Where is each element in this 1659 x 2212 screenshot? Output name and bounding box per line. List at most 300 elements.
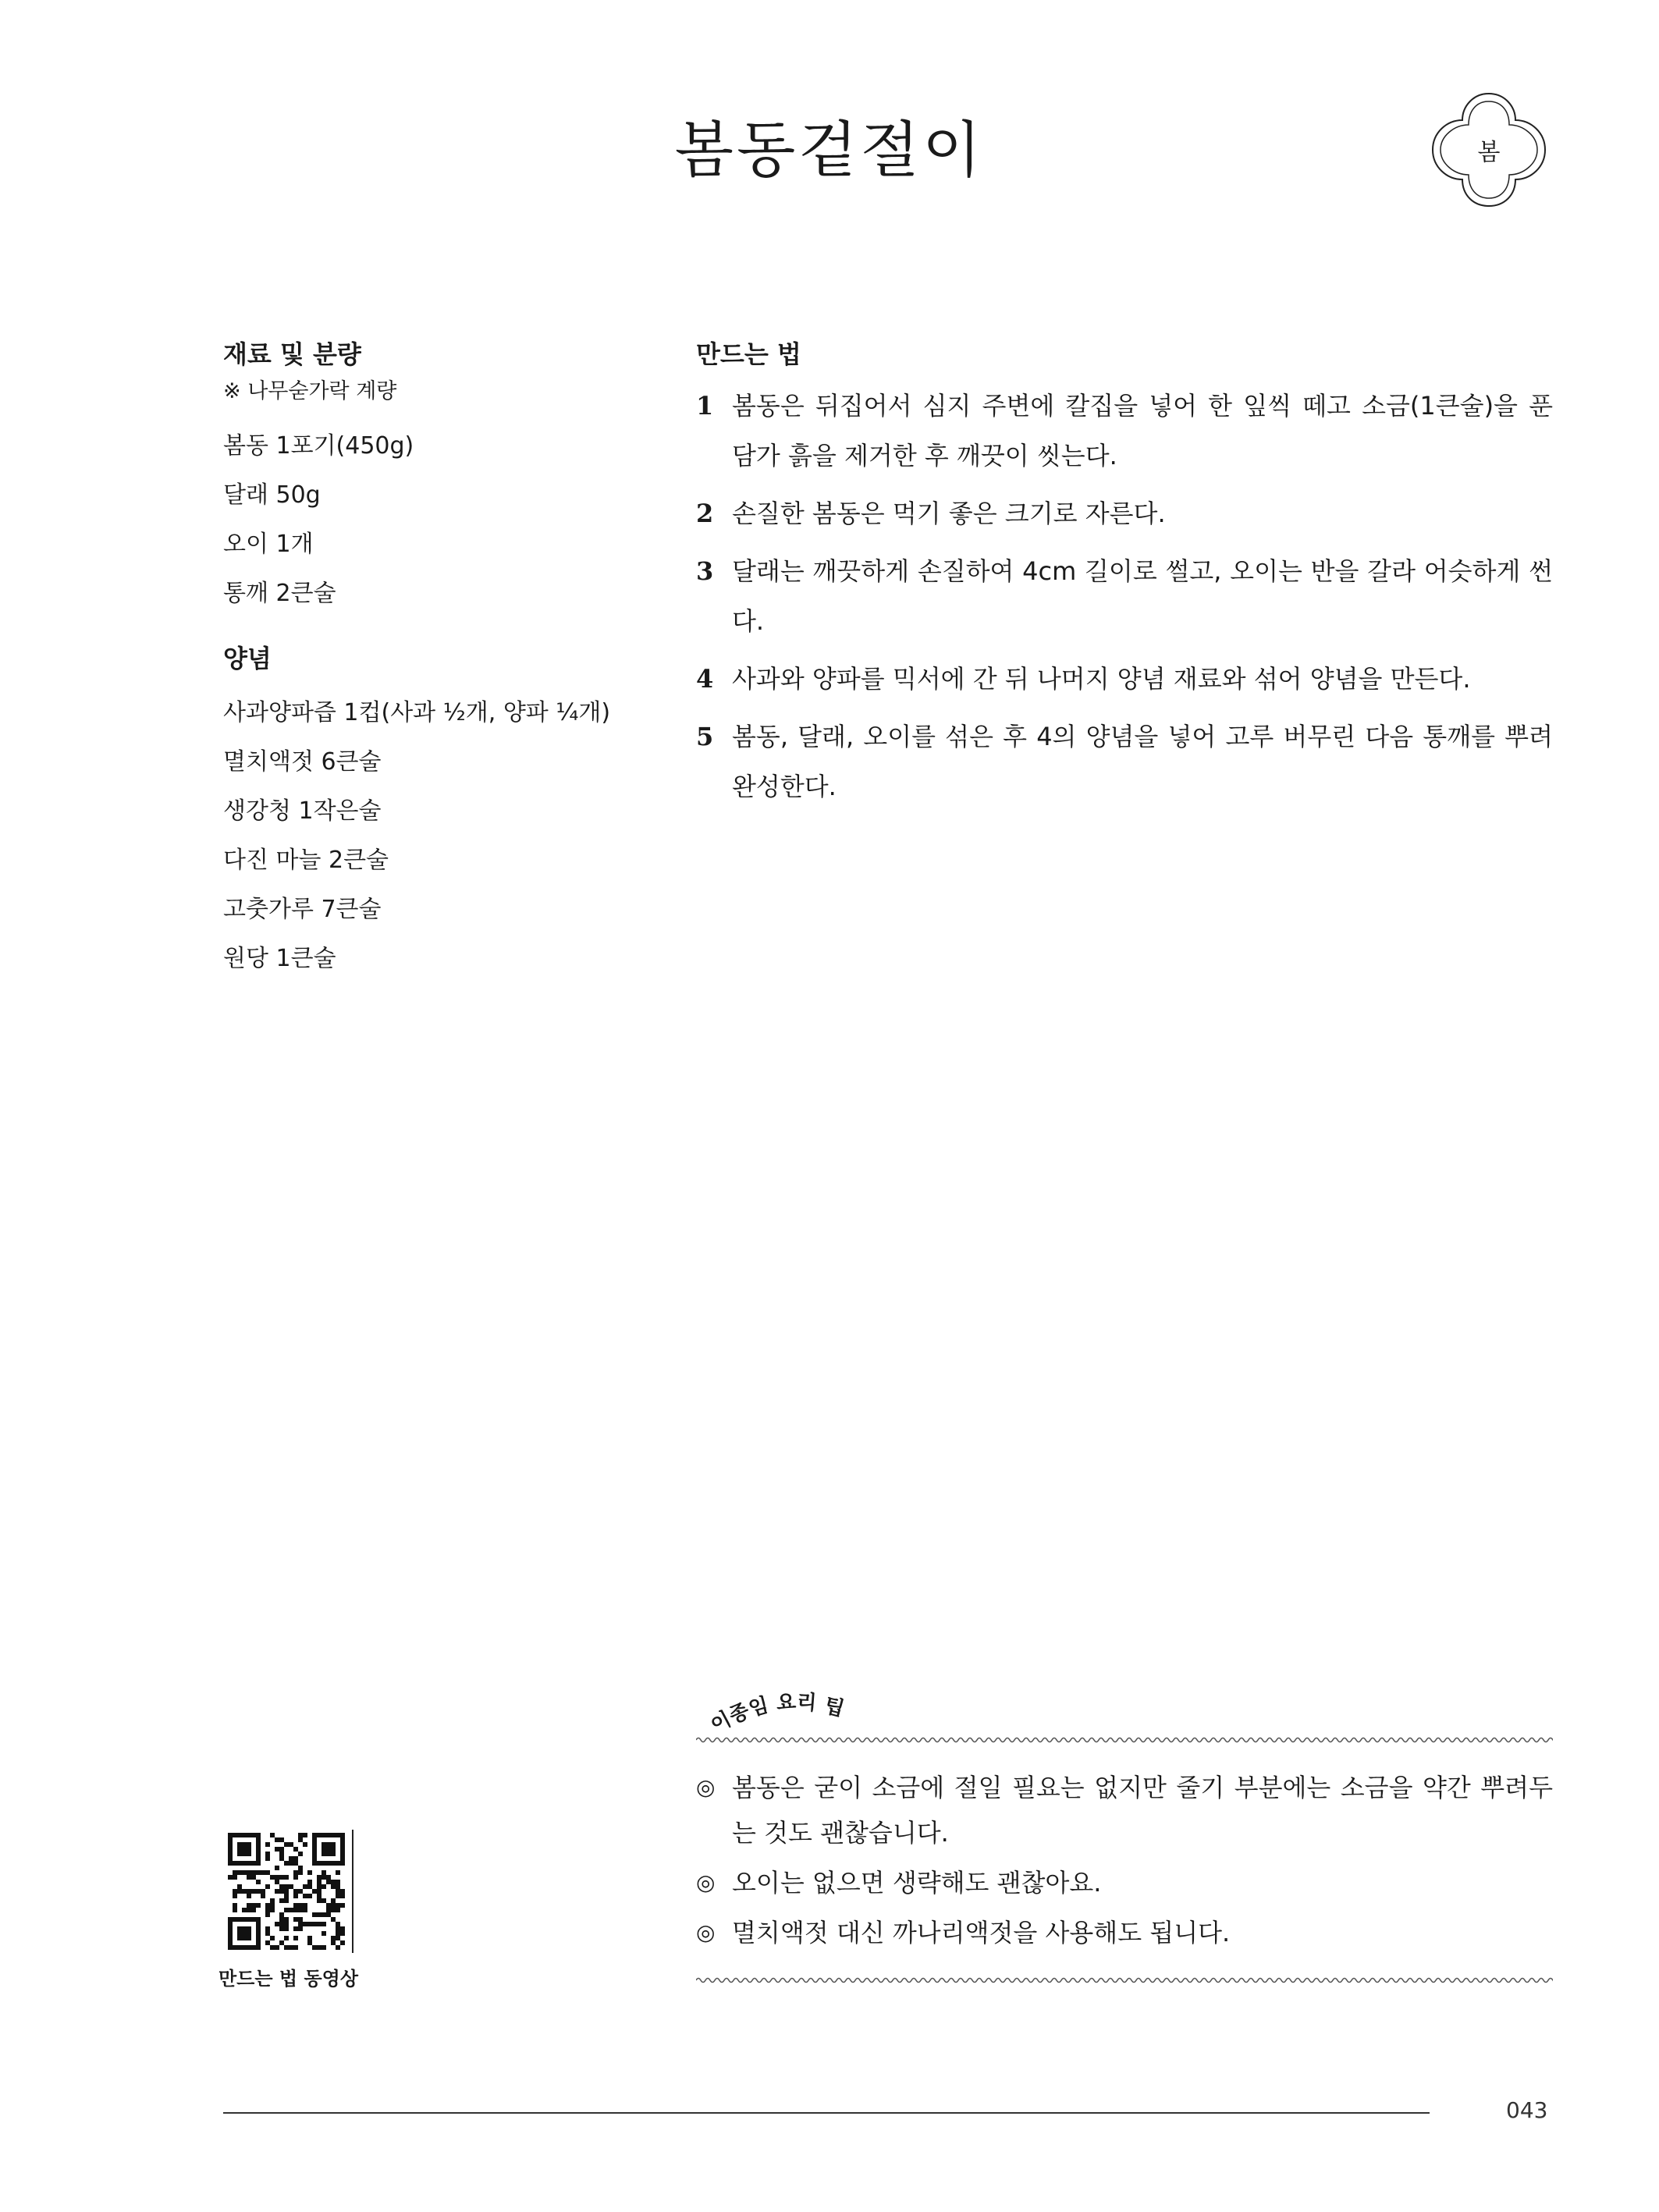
qr-module	[256, 1837, 261, 1842]
qr-module	[326, 1847, 331, 1852]
qr-module	[247, 1936, 251, 1940]
qr-module	[298, 1866, 303, 1870]
qr-module	[242, 1945, 247, 1950]
tip-text: 오이는 없으면 생략해도 괜찮아요.	[732, 1868, 1102, 1898]
qr-module	[237, 1847, 242, 1852]
qr-module	[326, 1880, 331, 1884]
qr-module	[275, 1837, 279, 1842]
qr-module	[312, 1945, 317, 1950]
sauce-item: 생강청 1작은술	[223, 797, 382, 825]
qr-module	[307, 1894, 312, 1898]
qr-module	[303, 1922, 307, 1926]
qr-module	[312, 1861, 317, 1866]
qr-module	[237, 1861, 242, 1866]
qr-module	[228, 1842, 233, 1847]
qr-module	[265, 1870, 270, 1875]
qr-module	[237, 1870, 242, 1875]
qr-module	[279, 1852, 284, 1856]
qr-module	[321, 1912, 326, 1917]
qr-module	[247, 1875, 251, 1880]
qr-module	[237, 1945, 242, 1950]
method-section	[696, 336, 1553, 819]
qr-module	[321, 1922, 326, 1926]
qr-module	[331, 1852, 336, 1856]
sauce-item: 사과양파즙 1컵(사과 ½개, 양파 ¼개)	[223, 699, 611, 726]
qr-module	[336, 1880, 340, 1884]
qr-module	[317, 1884, 321, 1889]
qr-module	[340, 1894, 345, 1898]
qr-module	[256, 1903, 261, 1908]
qr-module	[233, 1870, 237, 1875]
qr-module	[331, 1940, 336, 1945]
qr-module	[331, 1908, 336, 1912]
qr-module	[298, 1852, 303, 1856]
qr-module	[242, 1931, 247, 1936]
qr-module	[256, 1945, 261, 1950]
qr-module	[242, 1847, 247, 1852]
qr-module	[247, 1870, 251, 1875]
qr-module	[247, 1894, 251, 1898]
qr-module	[237, 1926, 242, 1931]
tips-title-text: 이종임 요리 팁	[706, 1690, 847, 1738]
qr-module	[270, 1875, 275, 1880]
qr-module	[340, 1861, 345, 1866]
qr-module	[326, 1861, 331, 1866]
qr-module	[228, 1861, 233, 1866]
qr-module	[265, 1931, 270, 1936]
qr-module	[265, 1908, 270, 1912]
qr-module	[279, 1922, 284, 1926]
qr-module	[321, 1852, 326, 1856]
qr-module	[256, 1926, 261, 1931]
step-number: 1	[696, 391, 714, 421]
qr-module	[331, 1884, 336, 1889]
qr-module	[275, 1866, 279, 1870]
qr-module	[312, 1842, 317, 1847]
measure-note: ※ 나무숟가락 계량	[223, 379, 397, 403]
qr-module	[336, 1922, 340, 1926]
qr-module	[317, 1898, 321, 1903]
qr-module	[307, 1922, 312, 1926]
qr-module	[247, 1908, 251, 1912]
qr-module	[284, 1917, 289, 1922]
qr-module	[336, 1884, 340, 1889]
qr-module	[298, 1917, 303, 1922]
wavy-divider-icon	[696, 1734, 1553, 1746]
qr-module	[289, 1908, 293, 1912]
qr-module	[340, 1940, 345, 1945]
qr-module	[321, 1842, 326, 1847]
qr-module	[312, 1922, 317, 1926]
qr-module	[336, 1936, 340, 1940]
qr-module	[261, 1889, 265, 1894]
qr-module	[242, 1926, 247, 1931]
qr-module	[321, 1898, 326, 1903]
sauce-heading: 양념	[223, 644, 272, 673]
qr-module	[298, 1926, 303, 1931]
qr-module	[233, 1861, 237, 1866]
qr-module	[237, 1931, 242, 1936]
qr-module	[237, 1833, 242, 1837]
qr-module	[317, 1894, 321, 1898]
qr-module	[293, 1856, 298, 1861]
qr-module	[298, 1903, 303, 1908]
qr-module	[340, 1903, 345, 1908]
qr-module	[284, 1922, 289, 1926]
qr-module	[228, 1837, 233, 1842]
qr-module	[256, 1847, 261, 1852]
qr-module	[265, 1903, 270, 1908]
qr-module	[321, 1945, 326, 1950]
qr-module	[242, 1842, 247, 1847]
qr-module	[256, 1917, 261, 1922]
qr-module	[242, 1889, 247, 1894]
qr-module	[279, 1940, 284, 1945]
qr-module	[228, 1847, 233, 1852]
qr-module	[340, 1931, 345, 1936]
qr-module	[256, 1852, 261, 1856]
qr-module	[336, 1894, 340, 1898]
qr-module	[256, 1889, 261, 1894]
qr-module	[251, 1917, 256, 1922]
qr-module	[256, 1861, 261, 1866]
ingredient-item: 오이 1개	[223, 531, 314, 558]
qr-module	[247, 1852, 251, 1856]
qr-module	[317, 1889, 321, 1894]
qr-module	[303, 1903, 307, 1908]
qr-module	[293, 1926, 298, 1931]
qr-module	[265, 1852, 270, 1856]
step-number: 4	[696, 664, 714, 694]
qr-module	[256, 1940, 261, 1945]
ingredient-list	[223, 421, 660, 618]
step-item	[696, 546, 1553, 646]
qr-module	[293, 1870, 298, 1875]
qr-module	[293, 1945, 298, 1950]
step-text: 사과와 양파를 믹서에 간 뒤 나머지 양념 재료와 섞어 양념을 만든다.	[732, 664, 1471, 694]
season-badge	[1425, 86, 1553, 214]
step-item	[696, 488, 1553, 538]
qr-module	[293, 1847, 298, 1852]
qr-module	[275, 1889, 279, 1894]
qr-module	[303, 1833, 307, 1837]
qr-module	[233, 1945, 237, 1950]
qr-module	[317, 1861, 321, 1866]
qr-module	[247, 1861, 251, 1866]
qr-module	[321, 1931, 326, 1936]
qr-module	[336, 1833, 340, 1837]
qr-module	[261, 1894, 265, 1898]
qr-module	[251, 1861, 256, 1866]
qr-module	[321, 1833, 326, 1837]
qr-module	[275, 1945, 279, 1950]
qr-module	[326, 1842, 331, 1847]
sauce-item: 고춧가루 7큰술	[223, 896, 382, 923]
qr-module	[284, 1894, 289, 1898]
qr-module	[228, 1940, 233, 1945]
qr-module	[247, 1917, 251, 1922]
ingredient-item: 봄동 1포기(450g)	[223, 432, 414, 460]
qr-module	[247, 1833, 251, 1837]
qr-module	[336, 1926, 340, 1931]
sauce-item: 원당 1큰술	[223, 945, 336, 972]
sauce-list	[223, 688, 660, 983]
qr-module	[265, 1940, 270, 1945]
qr-module	[233, 1903, 237, 1908]
qr-module	[331, 1903, 336, 1908]
qr-module	[247, 1945, 251, 1950]
qr-module	[228, 1917, 233, 1922]
qr-module	[256, 1922, 261, 1926]
qr-module	[331, 1847, 336, 1852]
qr-module	[284, 1908, 289, 1912]
qr-module	[307, 1870, 312, 1875]
qr-module	[293, 1903, 298, 1908]
tip-bullet: ◎	[696, 1869, 716, 1895]
qr-module	[233, 1894, 237, 1898]
qr-module	[247, 1847, 251, 1852]
qr-module	[237, 1852, 242, 1856]
qr-module	[307, 1880, 312, 1884]
qr-module	[340, 1926, 345, 1931]
qr-caption: 만드는 법 동영상	[218, 1968, 358, 1990]
tip-item	[696, 1860, 1553, 1905]
qr-module	[336, 1908, 340, 1912]
tip-bullet: ◎	[696, 1774, 716, 1800]
svg-text:이종임 요리 팁	[706, 1690, 847, 1738]
qr-module	[228, 1926, 233, 1931]
qr-module	[228, 1922, 233, 1926]
qr-module	[275, 1880, 279, 1884]
qr-module	[312, 1833, 317, 1837]
qr-module	[237, 1936, 242, 1940]
qr-module	[251, 1945, 256, 1950]
qr-module	[303, 1908, 307, 1912]
qr-module	[270, 1945, 275, 1950]
qr-module	[265, 1912, 270, 1917]
qr-module	[293, 1889, 298, 1894]
footer-rule	[223, 2112, 1430, 2114]
qr-module	[270, 1833, 275, 1837]
qr-module	[293, 1908, 298, 1912]
tip-text: 멸치액젓 대신 까나리액젓을 사용해도 됩니다.	[732, 1918, 1231, 1947]
qr-module	[233, 1917, 237, 1922]
qr-module	[256, 1931, 261, 1936]
qr-module	[265, 1856, 270, 1861]
wavy-divider-icon	[696, 1974, 1553, 1987]
qr-module	[340, 1889, 345, 1894]
qr-module	[340, 1856, 345, 1861]
qr-module	[284, 1884, 289, 1889]
step-text: 봄동, 달래, 오이를 섞은 후 4의 양념을 넣어 고루 버무린 다음 통깨를 뿌려 완성한다.	[732, 722, 1553, 801]
qr-module	[237, 1884, 242, 1889]
qr-module	[284, 1945, 289, 1950]
qr-module	[298, 1870, 303, 1875]
qr-module	[251, 1870, 256, 1875]
qr-module	[256, 1936, 261, 1940]
qr-module	[242, 1852, 247, 1856]
qr-module	[237, 1842, 242, 1847]
qr-module	[242, 1908, 247, 1912]
tip-text: 봄동은 굳이 소금에 절일 필요는 없지만 줄기 부분에는 소금을 약간 뿌려두는 것도 괜찮습니다.	[732, 1773, 1553, 1848]
qr-module	[242, 1917, 247, 1922]
qr-module	[317, 1833, 321, 1837]
qr-module	[247, 1842, 251, 1847]
qr-module	[298, 1837, 303, 1842]
qr-module	[336, 1945, 340, 1950]
qr-module	[237, 1917, 242, 1922]
ingredients-section	[223, 336, 660, 983]
qr-module	[233, 1908, 237, 1912]
step-text: 손질한 봄동은 먹기 좋은 크기로 자른다.	[732, 499, 1166, 528]
qr-module	[317, 1945, 321, 1950]
qr-module	[284, 1875, 289, 1880]
step-list	[696, 381, 1553, 811]
qr-module	[270, 1908, 275, 1912]
qr-module	[284, 1926, 289, 1931]
qr-module	[256, 1833, 261, 1837]
qr-module	[293, 1936, 298, 1940]
qr-module	[340, 1842, 345, 1847]
qr-module	[312, 1856, 317, 1861]
qr-module	[279, 1898, 284, 1903]
qr-module	[270, 1936, 275, 1940]
qr-module	[340, 1852, 345, 1856]
qr-module	[270, 1898, 275, 1903]
qr-module	[289, 1861, 293, 1866]
qr-module	[303, 1884, 307, 1889]
tip-bullet: ◎	[696, 1919, 716, 1945]
qr-module	[242, 1936, 247, 1940]
qr-module	[326, 1833, 331, 1837]
qr-module	[326, 1852, 331, 1856]
qr-module	[279, 1837, 284, 1842]
qr-module	[312, 1852, 317, 1856]
page-number: 043	[1506, 2097, 1548, 2123]
qr-module	[247, 1926, 251, 1931]
qr-module	[228, 1856, 233, 1861]
qr-module	[317, 1912, 321, 1917]
qr-module	[312, 1837, 317, 1842]
qr-module	[331, 1842, 336, 1847]
qr-module	[289, 1856, 293, 1861]
qr-module	[251, 1875, 256, 1880]
step-item	[696, 712, 1553, 811]
ingredient-item: 통깨 2큰술	[223, 580, 336, 607]
qr-module	[242, 1861, 247, 1866]
qr-module	[251, 1833, 256, 1837]
qr-module	[317, 1875, 321, 1880]
sauce-item: 멸치액젓 6큰술	[223, 748, 382, 776]
qr-module	[336, 1903, 340, 1908]
qr-module	[293, 1861, 298, 1866]
ingredient-item: 달래 50g	[223, 481, 321, 509]
qr-module	[326, 1912, 331, 1917]
qr-module	[275, 1875, 279, 1880]
qr-module	[256, 1880, 261, 1884]
qr-module	[298, 1922, 303, 1926]
qr-module	[321, 1861, 326, 1866]
qr-module	[307, 1884, 312, 1889]
qr-module	[228, 1875, 233, 1880]
qr-module	[331, 1833, 336, 1837]
method-heading: 만드는 법	[696, 339, 801, 369]
qr-module	[340, 1833, 345, 1837]
qr-module	[228, 1852, 233, 1856]
qr-module	[256, 1842, 261, 1847]
qr-module	[312, 1847, 317, 1852]
qr-module	[228, 1936, 233, 1940]
step-number: 3	[696, 556, 714, 586]
step-text: 봄동은 뒤집어서 심지 주변에 칼집을 넣어 한 잎씩 떼고 소금(1큰술)을 푼 담가 흙을 제거한 후 깨끗이 씻는다.	[732, 391, 1553, 470]
qr-module	[279, 1856, 284, 1861]
qr-module	[303, 1894, 307, 1898]
qr-module	[233, 1889, 237, 1894]
step-number: 5	[696, 722, 714, 751]
qr-module	[279, 1875, 284, 1880]
qr-module	[279, 1912, 284, 1917]
qr-module	[279, 1917, 284, 1922]
qr-module	[233, 1875, 237, 1880]
qr-module	[289, 1842, 293, 1847]
qr-module	[336, 1870, 340, 1875]
qr-module	[303, 1842, 307, 1847]
qr-module	[326, 1875, 331, 1880]
page-title: 봄동겉절이	[674, 115, 985, 186]
qr-module	[275, 1922, 279, 1926]
qr-module	[279, 1884, 284, 1889]
step-item	[696, 654, 1553, 704]
qr-module	[247, 1903, 251, 1908]
tips-list	[696, 1765, 1553, 1960]
qr-module	[256, 1870, 261, 1875]
qr-module	[340, 1847, 345, 1852]
qr-module	[228, 1833, 233, 1837]
qr-module	[312, 1912, 317, 1917]
qr-module	[307, 1936, 312, 1940]
qr-module	[298, 1908, 303, 1912]
qr-module	[237, 1889, 242, 1894]
qr-module	[284, 1898, 289, 1903]
qr-module	[261, 1870, 265, 1875]
qr-module	[289, 1945, 293, 1950]
tip-item	[696, 1765, 1553, 1855]
qr-module	[251, 1908, 256, 1912]
qr-module	[284, 1936, 289, 1940]
qr-module	[270, 1903, 275, 1908]
qr-module	[275, 1847, 279, 1852]
qr-module	[331, 1898, 336, 1903]
qr-module	[289, 1884, 293, 1889]
tip-item	[696, 1910, 1553, 1955]
qr-module	[336, 1889, 340, 1894]
qr-module	[317, 1922, 321, 1926]
qr-module	[251, 1903, 256, 1908]
qr-module	[317, 1880, 321, 1884]
qr-module	[340, 1837, 345, 1842]
qr-module	[247, 1889, 251, 1894]
qr-module	[279, 1926, 284, 1931]
ingredients-heading: 재료 및 분량	[223, 339, 361, 369]
qr-module	[312, 1889, 317, 1894]
qr-module	[336, 1861, 340, 1866]
qr-module	[256, 1856, 261, 1861]
qr-module	[298, 1889, 303, 1894]
qr-module	[284, 1889, 289, 1894]
qr-module	[293, 1894, 298, 1898]
qr-code-icon[interactable]	[223, 1830, 354, 1953]
qr-module	[331, 1917, 336, 1922]
